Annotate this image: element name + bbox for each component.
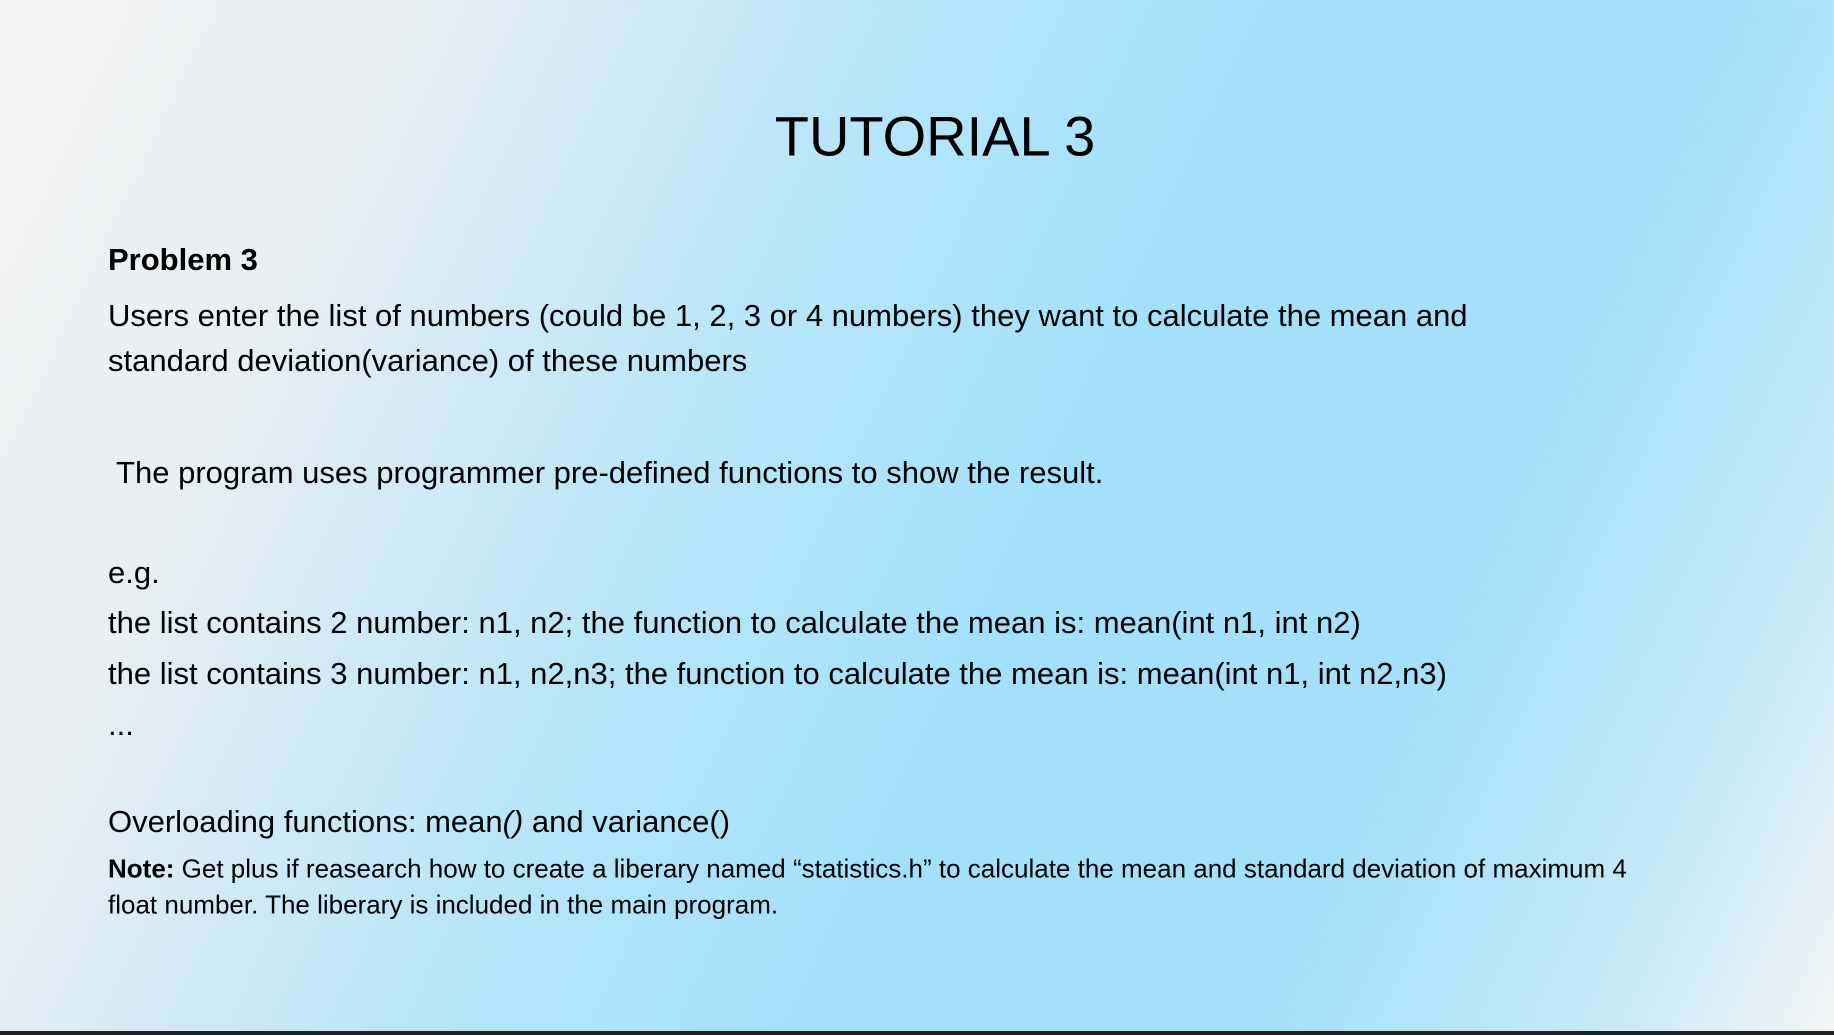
ellipsis: ... [108, 707, 134, 742]
program-note: The program uses programmer pre-defined functions to show the result. [108, 455, 1104, 490]
note-text-1: Get plus if reasearch how to create a liberary named “statistics.h” to calculate the mean and standard deviation of maximum 4 [174, 853, 1627, 884]
example-1: the list contains 2 number: n1, n2; the function to calculate the mean is: mean(int n1, int n2) [108, 605, 1361, 640]
description-line-2: standard deviation(variance) of these numbers [108, 343, 748, 378]
overloading-prefix: Overloading functions: mean [108, 804, 503, 839]
overloading-line [108, 804, 730, 840]
overloading-parens: () [502, 804, 524, 839]
note-label: Note: [108, 853, 175, 884]
slide-title: TUTORIAL 3 [774, 104, 1096, 168]
example-2: the list contains 3 number: n1, n2,n3; the function to calculate the mean is: mean(int n1, int n2,n3) [108, 656, 1447, 691]
description-line-1: Users enter the list of numbers (could be 1, 2, 3 or 4 numbers) they want to calculate the mean and [108, 298, 1468, 333]
eg-label: e.g. [108, 555, 160, 590]
overloading-suffix: and variance() [523, 804, 731, 839]
note-line-2: float number. The liberary is included in the main program. [108, 889, 779, 920]
problem-heading: Problem 3 [108, 242, 258, 277]
note-line-1 [108, 854, 1627, 885]
bottom-bar [0, 1031, 1834, 1035]
